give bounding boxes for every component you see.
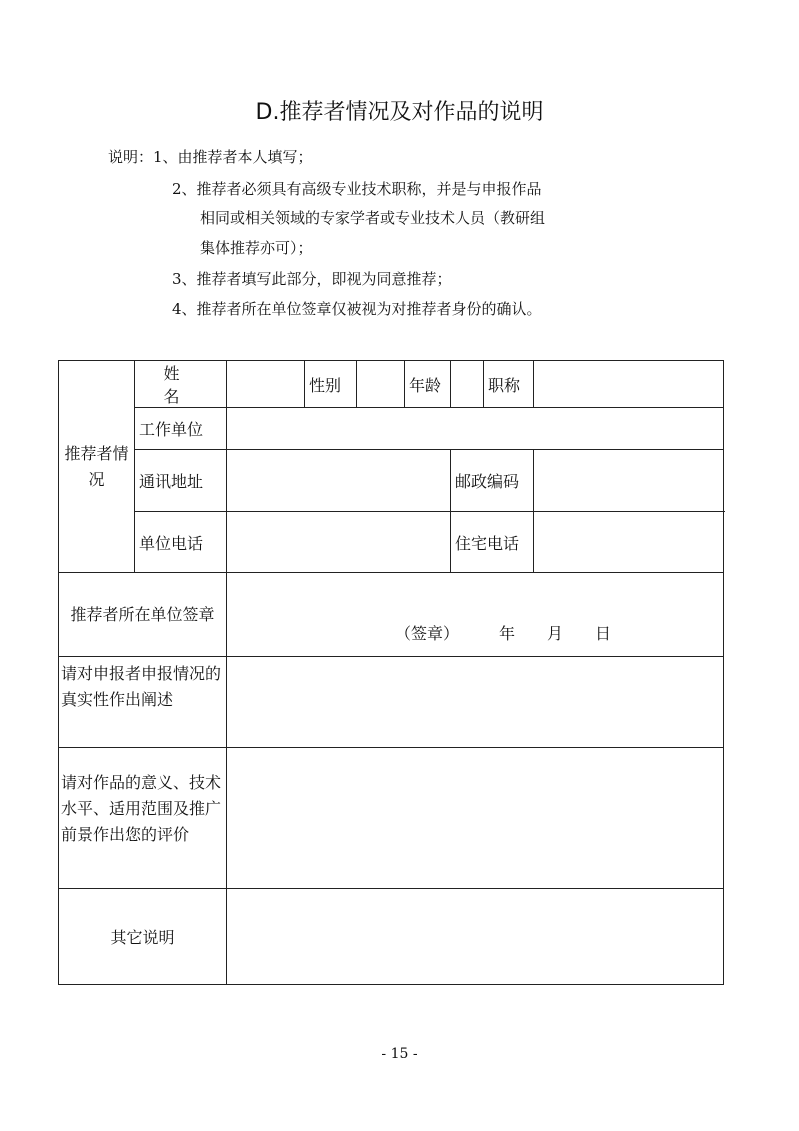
recommender-form: [58, 360, 724, 985]
name-label: 姓 名: [135, 361, 227, 408]
title-field[interactable]: [534, 361, 724, 408]
gender-label: 性别: [305, 361, 357, 408]
note-line-2: 2、推荐者必须具有高级专业技术职称，并是与申报作品: [172, 180, 542, 198]
name-field[interactable]: [227, 361, 305, 408]
page-title: D.推荐者情况及对作品的说明: [255, 100, 544, 125]
unit-phone-field[interactable]: [227, 512, 451, 573]
note-line-3: 3、推荐者填写此部分，即视为同意推荐；: [172, 270, 452, 288]
note-line-1: 说明：1、由推荐者本人填写；: [108, 148, 313, 166]
work-unit-label: 工作单位: [135, 408, 227, 450]
title-label: 职称: [484, 361, 534, 408]
section-label: 推荐者情况: [59, 361, 135, 573]
address-field[interactable]: [227, 450, 451, 512]
stamp-label: 推荐者所在单位签章: [59, 573, 227, 657]
home-phone-field[interactable]: [534, 512, 724, 573]
other-field[interactable]: [227, 889, 724, 985]
page-number: - 15 -: [381, 1046, 418, 1062]
authenticity-field[interactable]: [227, 657, 724, 748]
note-line-2-end: 集体推荐亦可）；: [200, 239, 313, 257]
work-unit-field[interactable]: [227, 408, 724, 450]
other-label: 其它说明: [59, 889, 227, 985]
gender-field[interactable]: [357, 361, 405, 408]
age-field[interactable]: [451, 361, 484, 408]
note-line-4: 4、推荐者所在单位签章仅被视为对推荐者身份的确认。: [172, 300, 542, 318]
postcode-label: 邮政编码: [451, 450, 534, 512]
note-line-2-cont: 相同或相关领域的专家学者或专业技术人员（教研组: [200, 209, 546, 227]
address-label: 通讯地址: [135, 450, 227, 512]
unit-phone-label: 单位电话: [135, 512, 227, 573]
age-label: 年龄: [405, 361, 451, 408]
stamp-field[interactable]: [227, 573, 724, 657]
evaluation-field[interactable]: [227, 748, 724, 889]
stamp-date-text: （签章） 年 月 日: [395, 624, 612, 643]
postcode-field[interactable]: [534, 450, 724, 512]
evaluation-label: 请对作品的意义、技术水平、适用范围及推广前景作出您的评价: [59, 748, 227, 889]
authenticity-label: 请对申报者申报情况的真实性作出阐述: [59, 657, 227, 748]
home-phone-label: 住宅电话: [451, 512, 534, 573]
